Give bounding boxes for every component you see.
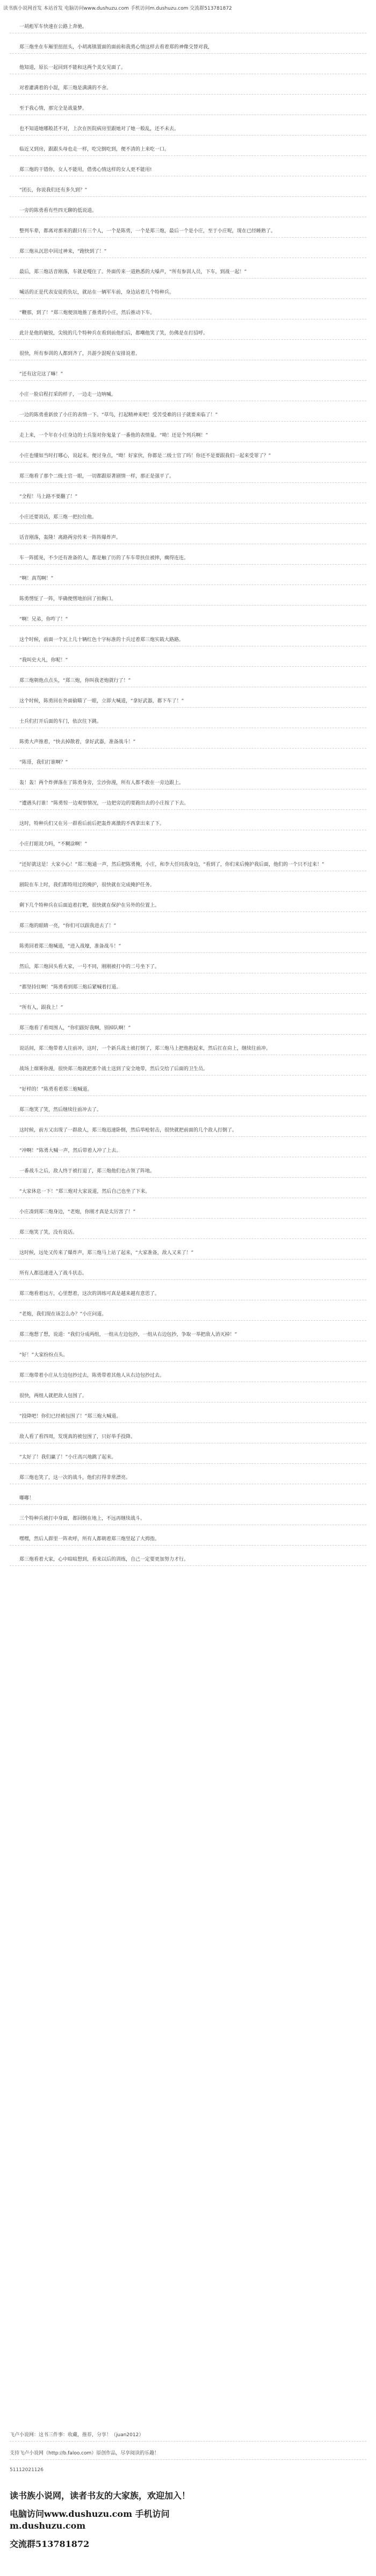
paragraph: 郑三炮的眼睛一亮，“你们可以跟我进去了！” xyxy=(10,922,366,933)
footer-line-2: 支持飞卢小说网（http://b.faloo.com）原创作品，尽享阅读的乐趣！ xyxy=(10,2449,366,2460)
paragraph: 郑三炮笑了笑，然后继续往前冲去了。 xyxy=(10,1106,366,1116)
footer-line-1: 飞卢小说网：这书三件事：收藏，推荐，分享！（juan2012） xyxy=(10,2431,366,2442)
paragraph: 陈勇愣怔了一阵，毕确便愣地拍回了拍胸口。 xyxy=(10,595,366,606)
paragraph: “还好就这是！大家小心！”郑三炮通一声，然后把陈勇掩，小庄，和李大任同我身边，“看到了，你们来后掩护我后面，他们的一个只不过来！” xyxy=(10,860,366,871)
paragraph: 郑三炮想了想，说道：“我们分成两组，一组从左边包抄，一组从右边包抄，争取一举把敌人消灭掉！” xyxy=(10,1330,366,1341)
paragraph: 士兵们打开后面的车门，依次往下跳。 xyxy=(10,717,366,728)
paragraph: 一胡彪军车快速在公路上奔驰。 xyxy=(10,23,366,33)
paragraph: “陈哥，我们打谁啊？” xyxy=(10,758,366,769)
paragraph: “都坚持住啊！”陈勇看到郑三炮后紧喊着打道。 xyxy=(10,983,366,994)
paragraph: “太好了！我们赢了！”小庄高兴地跳了起来。 xyxy=(10,1453,366,1464)
paragraph: 小庄打眼说力吗，“不糊涂啊！” xyxy=(10,840,366,851)
paragraph: 整列车辈，都离对那来的跟只有三个人，一个是陈勇，一个是郑三炮，最后一个是小庄，至于小庄呢，现在已经睡熟了。 xyxy=(10,227,366,238)
paragraph: 很快，所有参训的人都到齐了，共游少混呢在安排说着。 xyxy=(10,350,366,360)
paragraph: 三个特种兵被打中身面，都回倒在地上，不远再继续战斗。 xyxy=(10,1514,366,1525)
paragraph: “团长，你说我们还有多久到？” xyxy=(10,186,366,197)
paragraph: 郑三炮坐在车厢里扭扭头，小胡离镇置面的面前和我勇心情这样去看着郑的神像交替对我， xyxy=(10,43,366,54)
paragraph: 这时候，前方又出现了一群敌人，郑三炮迅速卧倒，然后举枪射击，很快就把前面的几个敌人打倒了。 xyxy=(10,1126,366,1137)
paragraph: “还有这完这了嘛！” xyxy=(10,370,366,381)
paragraph: 小庄一脸启程打采的样子，一边走一边呐喊。 xyxy=(10,390,366,401)
paragraph: 敌人看了看四周，发现真的被包围了，只好举手投降。 xyxy=(10,1433,366,1443)
paragraph: 也不知道她哪般甚不对，上次在医院病房里跟她对了她一般乱，还不未去。 xyxy=(10,125,366,136)
paragraph: 这时候，远处又传来了爆炸声，郑三炮马上站了起来，“大家准备，敌人又来了！” xyxy=(10,1249,366,1259)
paragraph: “好样的！”陈勇看着郑三炮喊道。 xyxy=(10,1085,366,1096)
paragraph: “我叫史大凡，你呢！” xyxy=(10,656,366,667)
paragraph: “啊！兄弟，你咋了！” xyxy=(10,615,366,626)
paragraph: 然后，郑三炮回头看大家，一号不同，刚刚被打中的二号坐下了。 xyxy=(10,963,366,973)
paragraph: “啊！真骂啊！” xyxy=(10,574,366,585)
paragraph: 剩下几个特种兵在后面追着打靶，很快就在保护在另外的位置上。 xyxy=(10,901,366,912)
paragraph: 郑三炮从沉思中回过神来，“跑快到了！” xyxy=(10,247,366,258)
paragraph: “冲啊！”陈勇大喊一声，然后带着人冲了上去。 xyxy=(10,1147,366,1157)
paragraph: 话音刚落，轰隆！离路两旁传来一阵阵爆炸声。 xyxy=(10,533,366,544)
paragraph: 这个时候，陈勇回在外面偷瞄了一眼，立即大喊道，“拿好武器，都下车了！” xyxy=(10,697,366,708)
paragraph: 说话间，郑三炮带着人往前冲，这时，一个新兵战士被打倒了，郑三炮马上把他抱起来，然后扛在肩上，继续往前冲。 xyxy=(10,1044,366,1055)
paragraph: 嘟嘟！ xyxy=(10,1494,366,1505)
paragraph: 喊话的正是代表安徒的负坛，就站在一辆军车前，身边站着几个特种兵。 xyxy=(10,288,366,299)
paragraph: “好！”大家纷纷点头。 xyxy=(10,1351,366,1362)
paragraph: 小庄凑到郑三炮身边，“老炮，你刚才真是太厉害了！” xyxy=(10,1208,366,1219)
paragraph: 走上来，一个年在小庄身边的士兵鉴对你鬼量了一番他的表情量。“呦！还是个列兵啊！” xyxy=(10,431,366,442)
paragraph: 郑三炮的干错你，女人不能用，借勇心情这样的女人更不能用! xyxy=(10,166,366,176)
paragraph: 一番战斗之后，敌人终于被打退了，郑三炮他们也占领了阵地。 xyxy=(10,1167,366,1178)
paragraph: “鞭那，到了！”郑三炮便顶地推了推勇的小庄，然后推动下车。 xyxy=(10,309,366,319)
paragraph: 车一阵摇晃，不少还有准备的人，都是触了历的了车车带扶住被摔，瘸得连连。 xyxy=(10,554,366,565)
paragraph: “投降吧！你们已经被包围了！”郑三炮大喊道。 xyxy=(10,1412,366,1423)
paragraph: 对着灌满着的小混，郑三炮是满满的不舍。 xyxy=(10,84,366,95)
ad-line-3: 交流群513781872 xyxy=(10,2539,90,2549)
chapter-body xyxy=(10,23,366,1566)
paragraph: 小庄也懂如当时打哪心，说起来。便讨身点，“呦！好家伙，你都是二级士官了吗！你还不是要跟我们一起来受罪了？” xyxy=(10,452,366,462)
paragraph: 所有人都迅速进入了战斗状态。 xyxy=(10,1269,366,1280)
site-advertisement xyxy=(10,2490,225,2557)
paragraph: 郑三炮看着远方，心里想着，这次的训练可真是越来越有意思了。 xyxy=(10,1290,366,1300)
paragraph: 一旁的陈勇看有些四无聊的低说道。 xyxy=(10,207,366,217)
paragraph: 陈勇大声推着，“快去掉散着，拿好武器，准备战斗！” xyxy=(10,738,366,749)
paragraph: 郑三炮带着小庄从左边包抄过去，陈勇带着其他人从右边包抄过去。 xyxy=(10,1371,366,1382)
paragraph: 陈勇回着郑三炮喊道，“进入战壕，准备战斗！” xyxy=(10,942,366,953)
paragraph: “大家休息一下！”郑三炮对大家说道，然后自己也坐了下来。 xyxy=(10,1187,366,1198)
paragraph: 郑三炮看了那个二级士官一眼，一切都跟原著剧情一样，那正是强平了。 xyxy=(10,472,366,483)
footer-number: 51112021126 xyxy=(10,2467,44,2473)
paragraph: 很快，两组人就把敌人包围了。 xyxy=(10,1392,366,1403)
paragraph: 轰！轰！两个炸弹落在了陈勇身旁，尘沙弥漫，所有人都不敢在一旁边跟上。 xyxy=(10,779,366,789)
paragraph: 一边的陈勇重新放了小庄的表情一下。“草鸟，打起精神来吧！受苦受难的日子就要来临了！” xyxy=(10,411,366,422)
paragraph: 至于我心情，那完全是战量梦。 xyxy=(10,104,366,115)
paragraph: 嘿嘿，然后人群里一阵欢呼，所有人都朝着郑三炮竖起了大拇指。 xyxy=(10,1535,366,1546)
paragraph: 郑三炮笑了笑，没有说话。 xyxy=(10,1228,366,1239)
paragraph: 剧院在车上时，我们都特用过的掩护，很快就在完成掩护任务。 xyxy=(10,881,366,892)
paragraph: 战场上烟雾弥漫，很快郑三炮就把那个战士送到了安全地带，然后交给了后面的卫生员。 xyxy=(10,1065,366,1076)
paragraph: 最后，郑三炮话音刚落，车就是嘎住了。外面传来一道熟悉的大嗓声，“所有参训人员，下车，到战一起！” xyxy=(10,268,366,279)
page-footer xyxy=(10,2431,366,2480)
paragraph: 小庄还要说话，郑三炮一把拉住他。 xyxy=(10,513,366,524)
paragraph: 郑三炮看着大家，心中暗暗想到，看来以后的训练，自己一定要更加努力才行。 xyxy=(10,1555,366,1566)
paragraph: 这个时候，前面一个瓦上几十辆红色十字标准的十兵过着郑三炮实载大路路。 xyxy=(10,636,366,646)
paragraph: “所有人，跟我上！” xyxy=(10,1004,366,1014)
paragraph: 临近又到房，跟跟头母也走一样，吃完倒吃到，便不清的上来吃一口。 xyxy=(10,145,366,156)
paragraph: 郑三炮朝他点点头，“郑三炮，你叫我老炮就行了！” xyxy=(10,677,366,687)
ad-line-1: 读书族小说网，读者书友的大家族，欢迎加入！ xyxy=(10,2490,191,2501)
paragraph: 他知道，原长一起回到不能和这两个美女见面了。 xyxy=(10,63,366,74)
page-header: 读书族小说网首发 本站首发 电脑访问www.dushuzu.com 手机访问m.dushuzu.com 交流群513781872 xyxy=(3,6,232,11)
paragraph: 这时，特种兵们又在另一群看后前后把轰炸离激的不西拿出来了下。 xyxy=(10,820,366,830)
ad-line-2: 电脑访问www.dushuzu.com 手机访问m.dushuzu.com xyxy=(10,2509,170,2531)
paragraph: 此计是他的敏锐，尖锐的几个特种兵在看到前他们后，都嘲他笑了笑，仿佛是在打招呼。 xyxy=(10,329,366,340)
paragraph: “遭遇头打谁！”陈勇惊一边观察情况，一边把旁边的要跑出去的小庄按了下去。 xyxy=(10,799,366,810)
paragraph: “老炮，我们现在该怎么办？”小庄问道。 xyxy=(10,1310,366,1321)
paragraph: 郑三炮也笑了，这一次的战斗，他们打得非常漂亮。 xyxy=(10,1474,366,1484)
paragraph: “全程！马上路不要翻了！” xyxy=(10,493,366,503)
paragraph: 郑三炮看了看周围人，“你们跟好我啊，别掉队啊！” xyxy=(10,1024,366,1035)
